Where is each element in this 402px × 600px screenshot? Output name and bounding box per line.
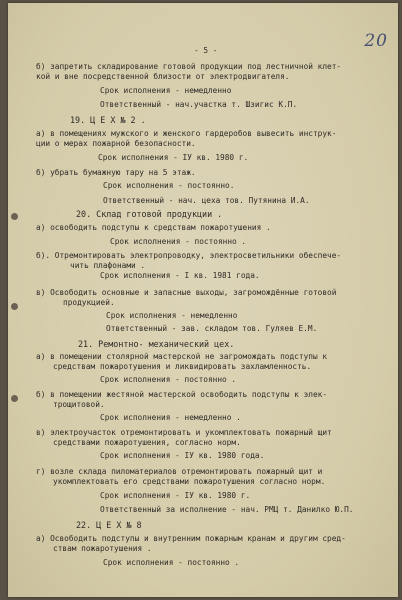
- text-line: а) в помещении столярной мастерской не загромождать подступы к: [36, 352, 328, 361]
- handwritten-folio-number: 20: [364, 31, 388, 51]
- text-line: Срок исполнения - постоянно .: [103, 558, 240, 567]
- section-heading: 19. Ц Е Х № 2 .: [70, 115, 146, 125]
- text-line: укомплектовать его средствами пожаротушения согласно норм.: [53, 477, 326, 486]
- text-line: Срок исполнения - I кв. 1981 года.: [100, 271, 260, 280]
- section-heading: 21. Ремонтно- механический цех.: [78, 339, 235, 349]
- text-line: кой и вне посредственной близости от электродвигателя.: [36, 72, 290, 81]
- text-line: Ответственный за исполнение - нач. РМЦ т. Данилко Ю.П.: [100, 505, 354, 514]
- text-line: Срок исполнения - постоянно .: [110, 237, 247, 246]
- binding-holes: [11, 3, 21, 597]
- text-line: в) электроучасток отремонтировать и укомплектовать пожарный щит: [36, 428, 332, 437]
- binding-hole: [11, 303, 18, 310]
- text-line: Срок исполнения - IУ кв. 1980 г.: [98, 153, 249, 162]
- text-line: б) запретить складирование готовой продукции под лестничной клет-: [36, 62, 342, 71]
- text-line: средствам пожаротушения и ликвидировать захламленность.: [53, 362, 312, 371]
- text-line: б) в помещении жестяной мастерской освободить подступы к элек-: [36, 390, 328, 399]
- text-line: ции о мерах пожарной безопасности.: [36, 139, 196, 148]
- section-heading: 20. Склад готовой продукции .: [76, 209, 223, 219]
- section-heading: 22. Ц Е Х № 8: [76, 520, 142, 530]
- page-number: - 5 -: [194, 46, 218, 55]
- text-line: б) убрать бумажную тару на 5 этаж.: [36, 168, 196, 177]
- text-line: б). Отремонтировать электропроводку, электросветильники обеспече-: [36, 251, 342, 260]
- document-page: [8, 3, 398, 597]
- binding-hole: [11, 213, 18, 220]
- text-line: ствам пожаротушения .: [53, 544, 152, 553]
- text-line: Ответственный - нач. цеха тов. Путянина И.А.: [103, 196, 310, 205]
- text-line: Срок исполнения - постоянно.: [103, 181, 235, 190]
- text-line: Срок исполнения - немедленно: [100, 86, 232, 95]
- text-line: Срок исполнения - IУ кв. 1980 г.: [100, 491, 251, 500]
- text-line: чить плафонами .: [70, 261, 146, 270]
- binding-hole: [11, 395, 18, 402]
- text-line: г) возле склада пиломатериалов отремонтировать пожарный щит и: [36, 467, 323, 476]
- text-line: Ответственный - нач.участка т. Шзигис К.П.: [100, 100, 298, 109]
- text-line: Ответственный - зав. складом тов. Гуляев Е.М.: [106, 324, 318, 333]
- text-line: Срок исполнения - немедленно .: [100, 413, 241, 422]
- text-line: а) в помещениях мужского и женского гардеробов вывесить инструк-: [36, 129, 337, 138]
- text-line: средствами пожаротушения, согласно норм.: [53, 438, 241, 447]
- text-line: Срок исполнения - немедленно: [106, 311, 238, 320]
- text-line: продукцией.: [63, 298, 115, 307]
- text-line: а) Освободить подступы и внутренним пожарным кранам и другим сред-: [36, 534, 346, 543]
- text-line: Срок исполнения - постоянно .: [100, 375, 237, 384]
- text-line: в) Освободить основные и запасные выходы, загромождённые готовой: [36, 288, 337, 297]
- text-line: трощитовой.: [53, 400, 105, 409]
- text-line: Срок исполнения - IУ кв. 1980 года.: [100, 451, 265, 460]
- text-line: а) освободить подступы к средствам пожаротушения .: [36, 223, 271, 232]
